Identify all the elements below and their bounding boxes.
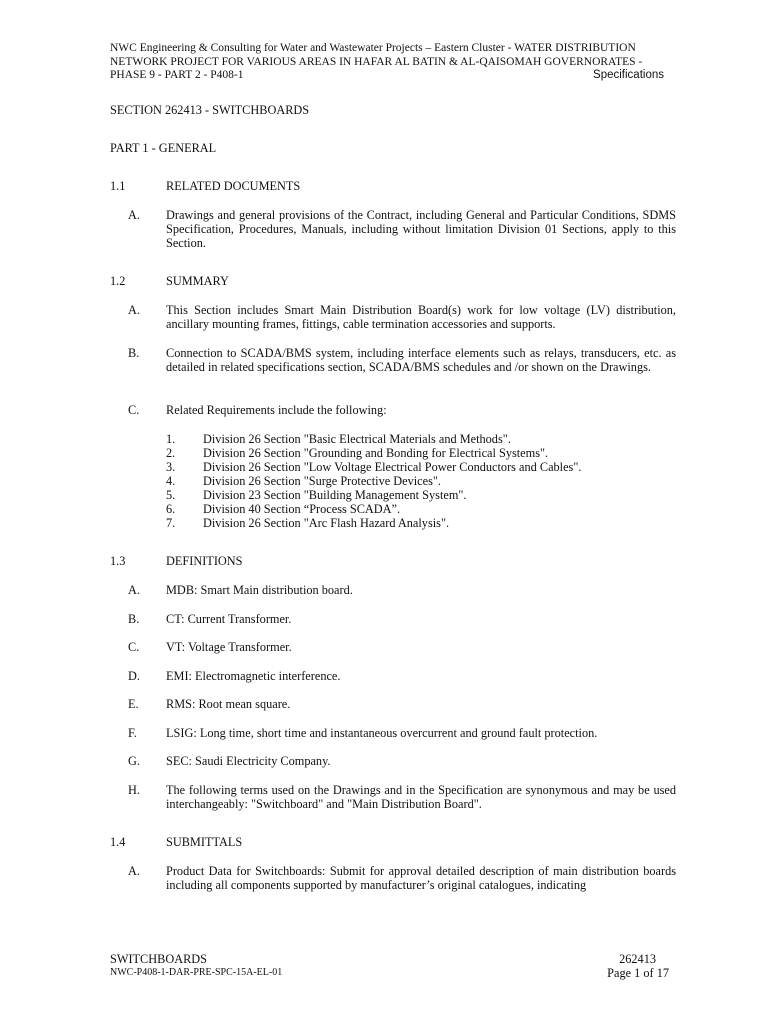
- list-item: 5. Division 23 Section "Building Management System".: [166, 488, 467, 502]
- paragraph-mark: C.: [128, 403, 140, 417]
- header-specifications: Specifications: [593, 69, 664, 82]
- list-item: 1. Division 26 Section "Basic Electrical Materials and Methods".: [166, 432, 511, 446]
- list-item: 3. Division 26 Section "Low Voltage Electrical Power Conductors and Cables".: [166, 460, 582, 474]
- paragraph-text: Related Requirements include the following:: [166, 403, 387, 417]
- footer-doc-code: NWC-P408-1-DAR-PRE-SPC-15A-EL-01: [110, 967, 283, 978]
- footer-page-number: Page 1 of 17: [607, 966, 669, 980]
- list-item: 7. Division 26 Section "Arc Flash Hazard Analysis".: [166, 516, 450, 530]
- article-number: 1.1: [110, 179, 126, 193]
- footer-section-number: 262413: [619, 952, 656, 966]
- paragraph-mark: A.: [128, 583, 140, 597]
- section-title: SECTION 262413 - SWITCHBOARDS: [110, 103, 310, 117]
- paragraph-mark: B.: [128, 346, 140, 360]
- paragraph-text: SEC: Saudi Electricity Company.: [166, 754, 331, 768]
- paragraph-text: Drawings and general provisions of the Contract, including General and Particular Conditions, SDMS Specification, Procedures, Manuals, including without limitation Division 01 Sections, apply to this Section.: [166, 208, 676, 250]
- article-number: 1.4: [110, 835, 126, 849]
- article-title: DEFINITIONS: [166, 554, 243, 568]
- paragraph-text: RMS: Root mean square.: [166, 697, 291, 711]
- paragraph-mark: G.: [128, 754, 140, 768]
- paragraph-text: Product Data for Switchboards: Submit for approval detailed description of main distribution boards including all components supported by manufacturer’s original catalogues, indicating: [166, 864, 676, 892]
- footer-title: SWITCHBOARDS: [110, 952, 208, 966]
- paragraph-mark: C.: [128, 640, 140, 654]
- header-line-1: NWC Engineering & Consulting for Water and Wastewater Projects – Eastern Cluster - WATER DISTRIBUTION: [110, 42, 636, 54]
- paragraph-mark: B.: [128, 612, 140, 626]
- article-number: 1.2: [110, 274, 126, 288]
- paragraph-mark: F.: [128, 726, 137, 740]
- header-line-2: NETWORK PROJECT FOR VARIOUS AREAS IN HAFAR AL BATIN & AL-QAISOMAH GOVERNORATES -: [110, 55, 643, 68]
- article-title: RELATED DOCUMENTS: [166, 179, 301, 193]
- paragraph-mark: E.: [128, 697, 139, 711]
- header-line-3: PHASE 9 - PART 2 - P408-1: [110, 69, 244, 82]
- article-title: SUBMITTALS: [166, 835, 243, 849]
- list-item: 4. Division 26 Section "Surge Protective Devices".: [166, 474, 441, 488]
- paragraph-text: Connection to SCADA/BMS system, including interface elements such as relays, transducers, etc. as detailed in related specifications section, SCADA/BMS schedules and /or shown on the Drawings.: [166, 346, 676, 374]
- paragraph-mark: D.: [128, 669, 140, 683]
- paragraph-text: VT: Voltage Transformer.: [166, 640, 292, 654]
- article-title: SUMMARY: [166, 274, 229, 288]
- paragraph-text: MDB: Smart Main distribution board.: [166, 583, 353, 597]
- paragraph-text: CT: Current Transformer.: [166, 612, 292, 626]
- paragraph-mark: A.: [128, 208, 140, 222]
- paragraph-text: EMI: Electromagnetic interference.: [166, 669, 341, 683]
- article-number: 1.3: [110, 554, 126, 568]
- list-item: 6. Division 40 Section “Process SCADA”.: [166, 502, 401, 516]
- paragraph-mark: H.: [128, 783, 140, 797]
- page-header: [110, 42, 676, 83]
- paragraph-text: This Section includes Smart Main Distribution Board(s) work for low voltage (LV) distribution, ancillary mounting frames, fittings, cable termination accessories and supports.: [166, 303, 676, 331]
- paragraph-mark: A.: [128, 864, 140, 878]
- paragraph-text: The following terms used on the Drawings and in the Specification are synonymous and may be used interchangeably: "Switchboard" and "Main Distribution Board".: [166, 783, 676, 811]
- part-title: PART 1 - GENERAL: [110, 141, 217, 155]
- paragraph-mark: A.: [128, 303, 140, 317]
- paragraph-text: LSIG: Long time, short time and instantaneous overcurrent and ground fault protection.: [166, 726, 598, 740]
- list-item: 2. Division 26 Section "Grounding and Bonding for Electrical Systems".: [166, 446, 549, 460]
